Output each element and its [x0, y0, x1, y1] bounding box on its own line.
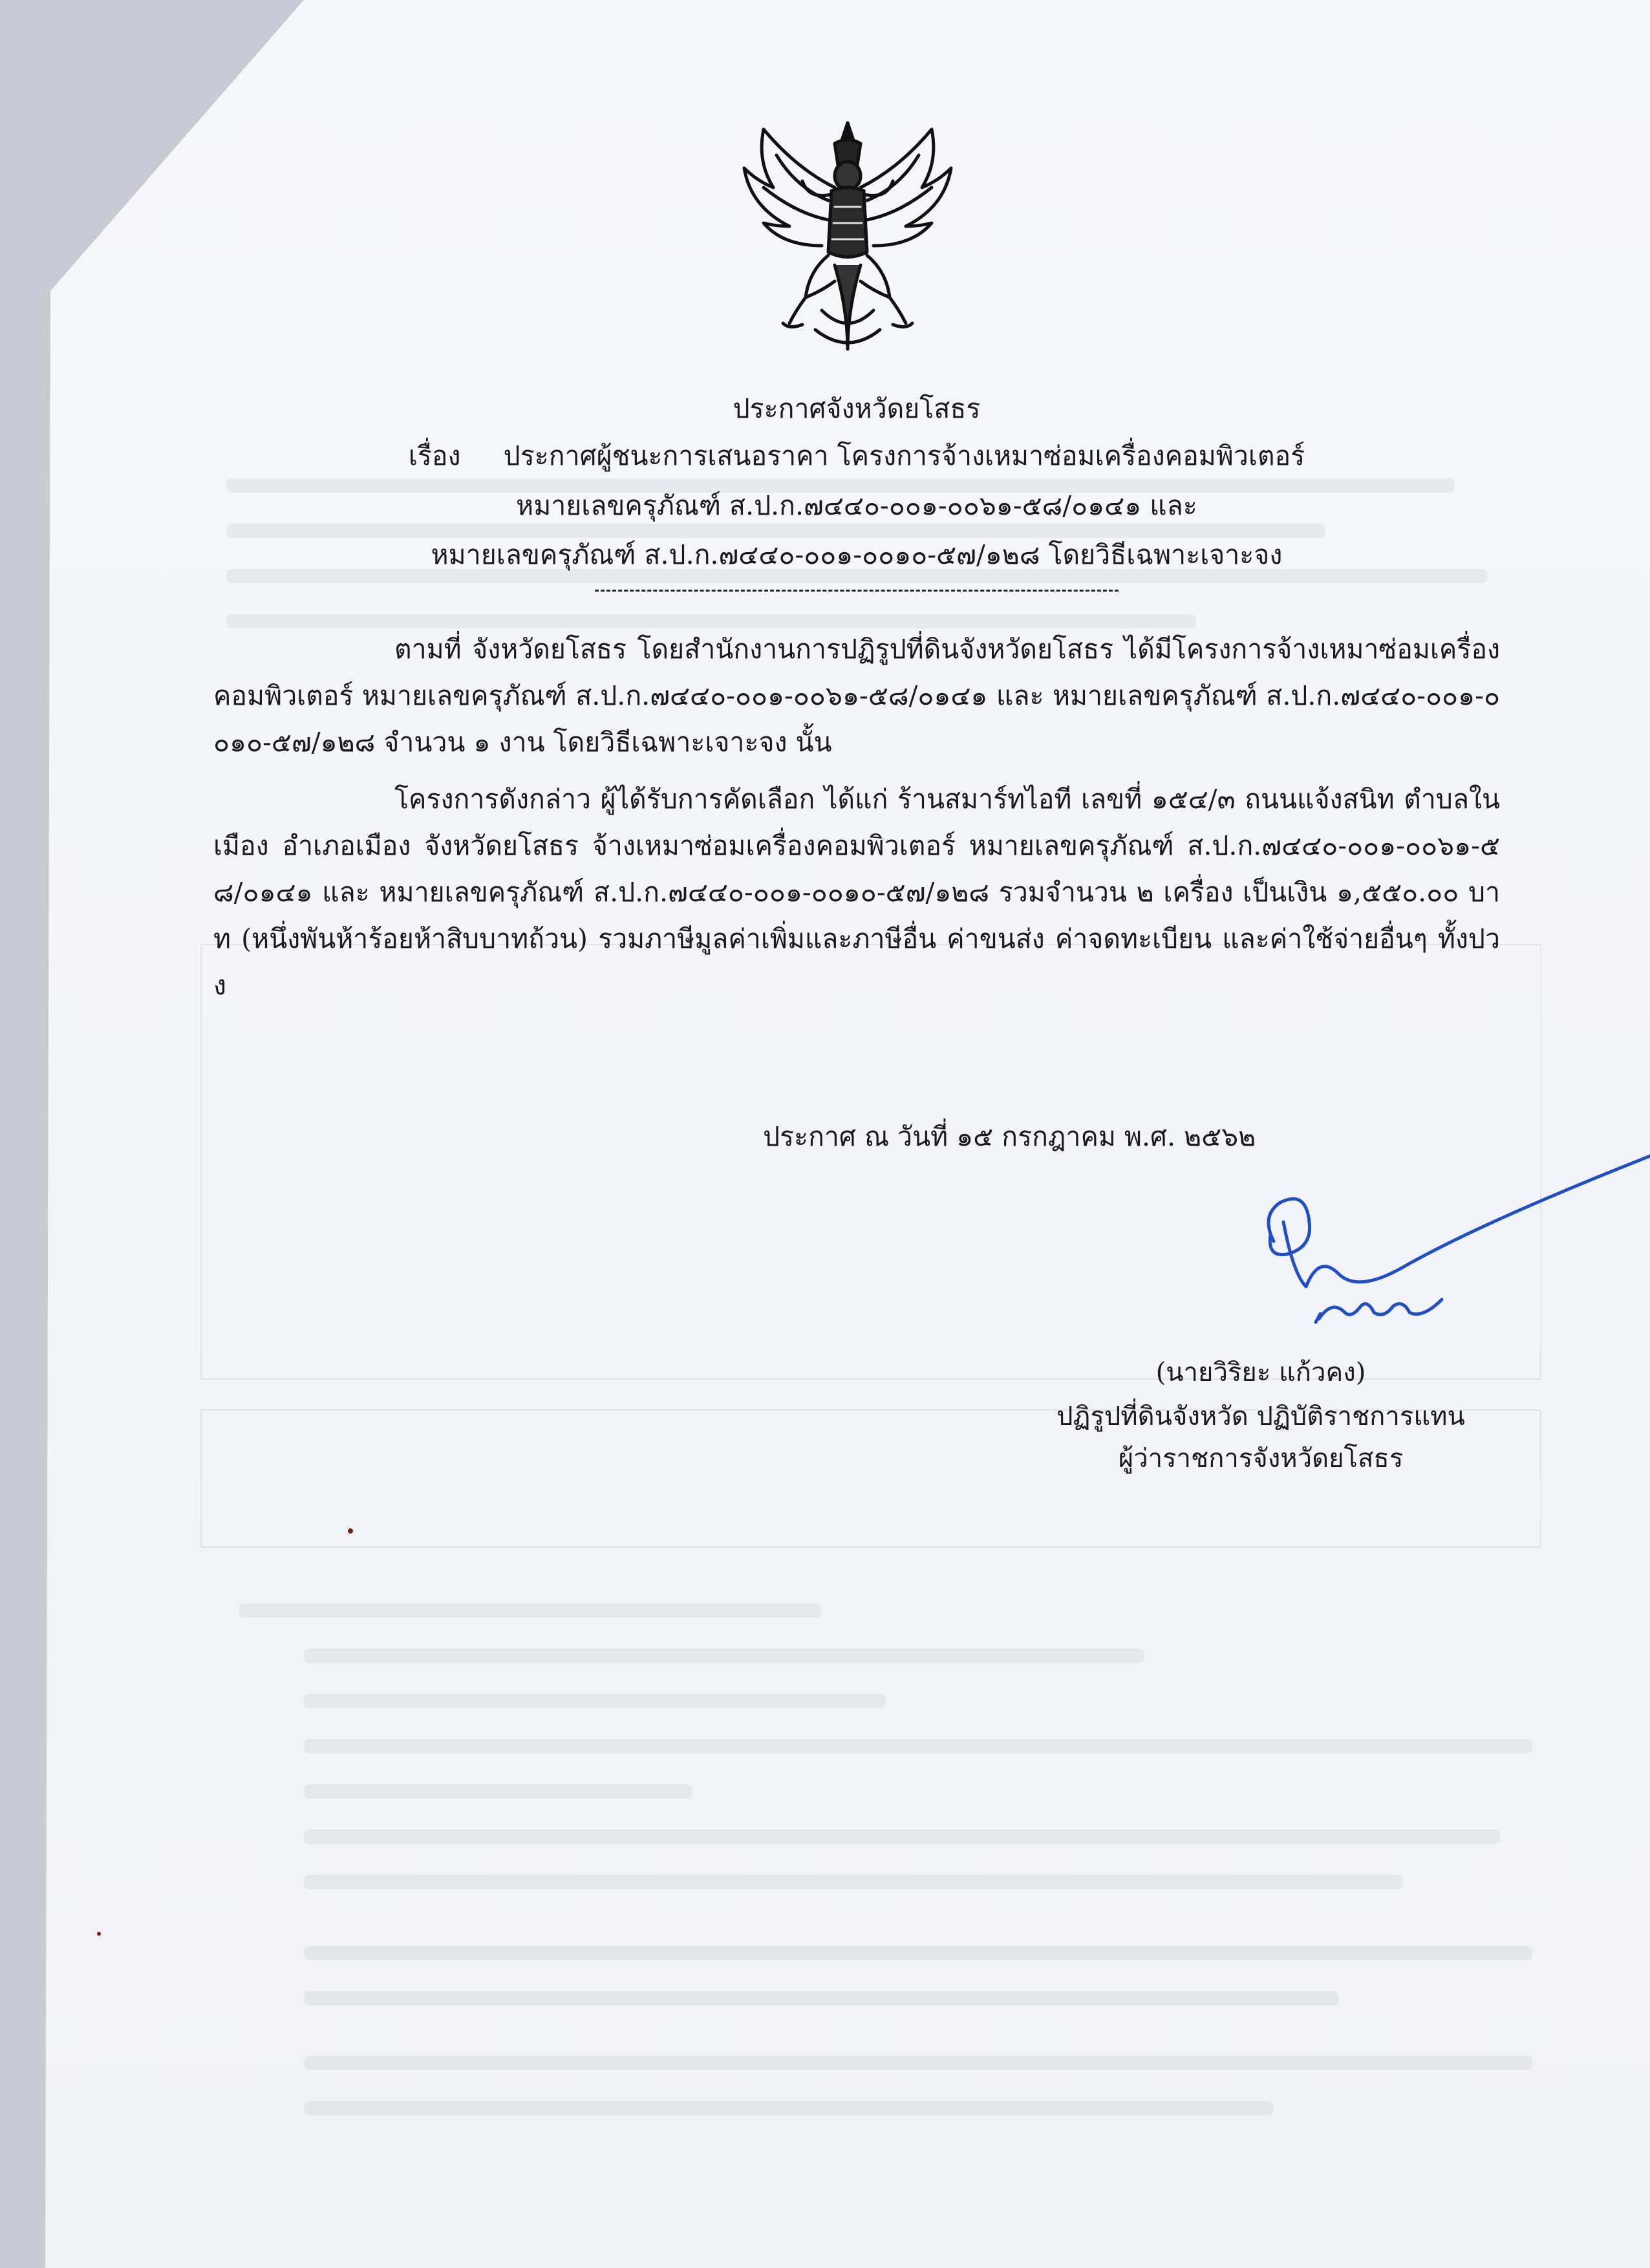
paragraph-2: โครงการดังกล่าว ผู้ได้รับการคัดเลือก ได้แก่ ร้านสมาร์ทไอที เลขที่ ๑๕๔/๓ ถนนแจ้งสนิท ตำบลในเมือง อำเภอเมือง จังหวัดยโสธร จ้างเหมาซ่อมเครื่องคอมพิวเตอร์ หมายเลขครุภัณฑ์ ส.ป.ก.๗๔๔๐-๐๐๑-๐๐๖๑-๕๘/๐๑๔๑ และ หมายเลขครุภัณฑ์ ส.ป.ก.๗๔๔๐-๐๐๑-๐๐๑๐-๕๗/๑๒๘ รวมจำนวน ๒ เครื่อง เป็นเงิน ๑,๕๕๐.๐๐ บาท (หนึ่งพันห้าร้อยห้าสิบบาทถ้วน) รวมภาษีมูลค่าเพิ่มและภาษีอื่น ค่าขนส่ง ค่าจดทะเบียน และค่าใช้จ่ายอื่นๆ ทั้งปวง — [213, 784, 1500, 1001]
dashed-divider — [595, 590, 1119, 592]
subject-line-3: หมายเลขครุภัณฑ์ ส.ป.ก.๗๔๔๐-๐๐๑-๐๐๑๐-๕๗/๑๒๘ โดยวิธีเฉพาะเจาะจง — [431, 539, 1283, 570]
paragraph-1: ตามที่ จังหวัดยโสธร โดยสำนักงานการปฏิรูปที่ดินจังหวัดยโสธร ได้มีโครงการจ้างเหมาซ่อมเครื่องคอมพิวเตอร์ หมายเลขครุภัณฑ์ ส.ป.ก.๗๔๔๐-๐๐๑-๐๐๖๑-๕๘/๐๑๔๑ และ หมายเลขครุภัณฑ์ ส.ป.ก.๗๔๔๐-๐๐๑-๐๐๑๐-๕๗/๑๒๘ จำนวน ๑ งาน โดยวิธีเฉพาะเจาะจง นั้น — [213, 634, 1500, 758]
subject-line-2: หมายเลขครุภัณฑ์ ส.ป.ก.๗๔๔๐-๐๐๑-๐๐๖๑-๕๘/๐๑๔๑ และ — [516, 490, 1197, 521]
announcement-date: ประกาศ ณ วันที่ ๑๕ กรกฎาคม พ.ศ. ๒๕๖๒ — [763, 1121, 1256, 1152]
signer-position-2: ผู้ว่าราชการจังหวัดยโสธร — [1118, 1444, 1404, 1473]
signer-position-1: ปฏิรูปที่ดินจังหวัด ปฏิบัติราชการแทน — [1056, 1402, 1465, 1431]
subject-text-1: ประกาศผู้ชนะการเสนอราคา โครงการจ้างเหมาซ่อมเครื่องคอมพิวเตอร์ — [503, 440, 1305, 471]
announcement-content — [213, 0, 1500, 2268]
handwritten-signature-icon — [1248, 1125, 1650, 1338]
subject-label: เรื่อง — [408, 440, 461, 471]
signer-name: (นายวิริยะ แก้วคง) — [1155, 1358, 1366, 1387]
garuda-emblem-icon — [738, 116, 958, 356]
subject-line-1 — [213, 436, 1500, 475]
announcement-title: ประกาศจังหวัดยโสธร — [733, 393, 981, 424]
paper-speck — [348, 1528, 353, 1534]
paper-speck — [97, 1932, 101, 1936]
